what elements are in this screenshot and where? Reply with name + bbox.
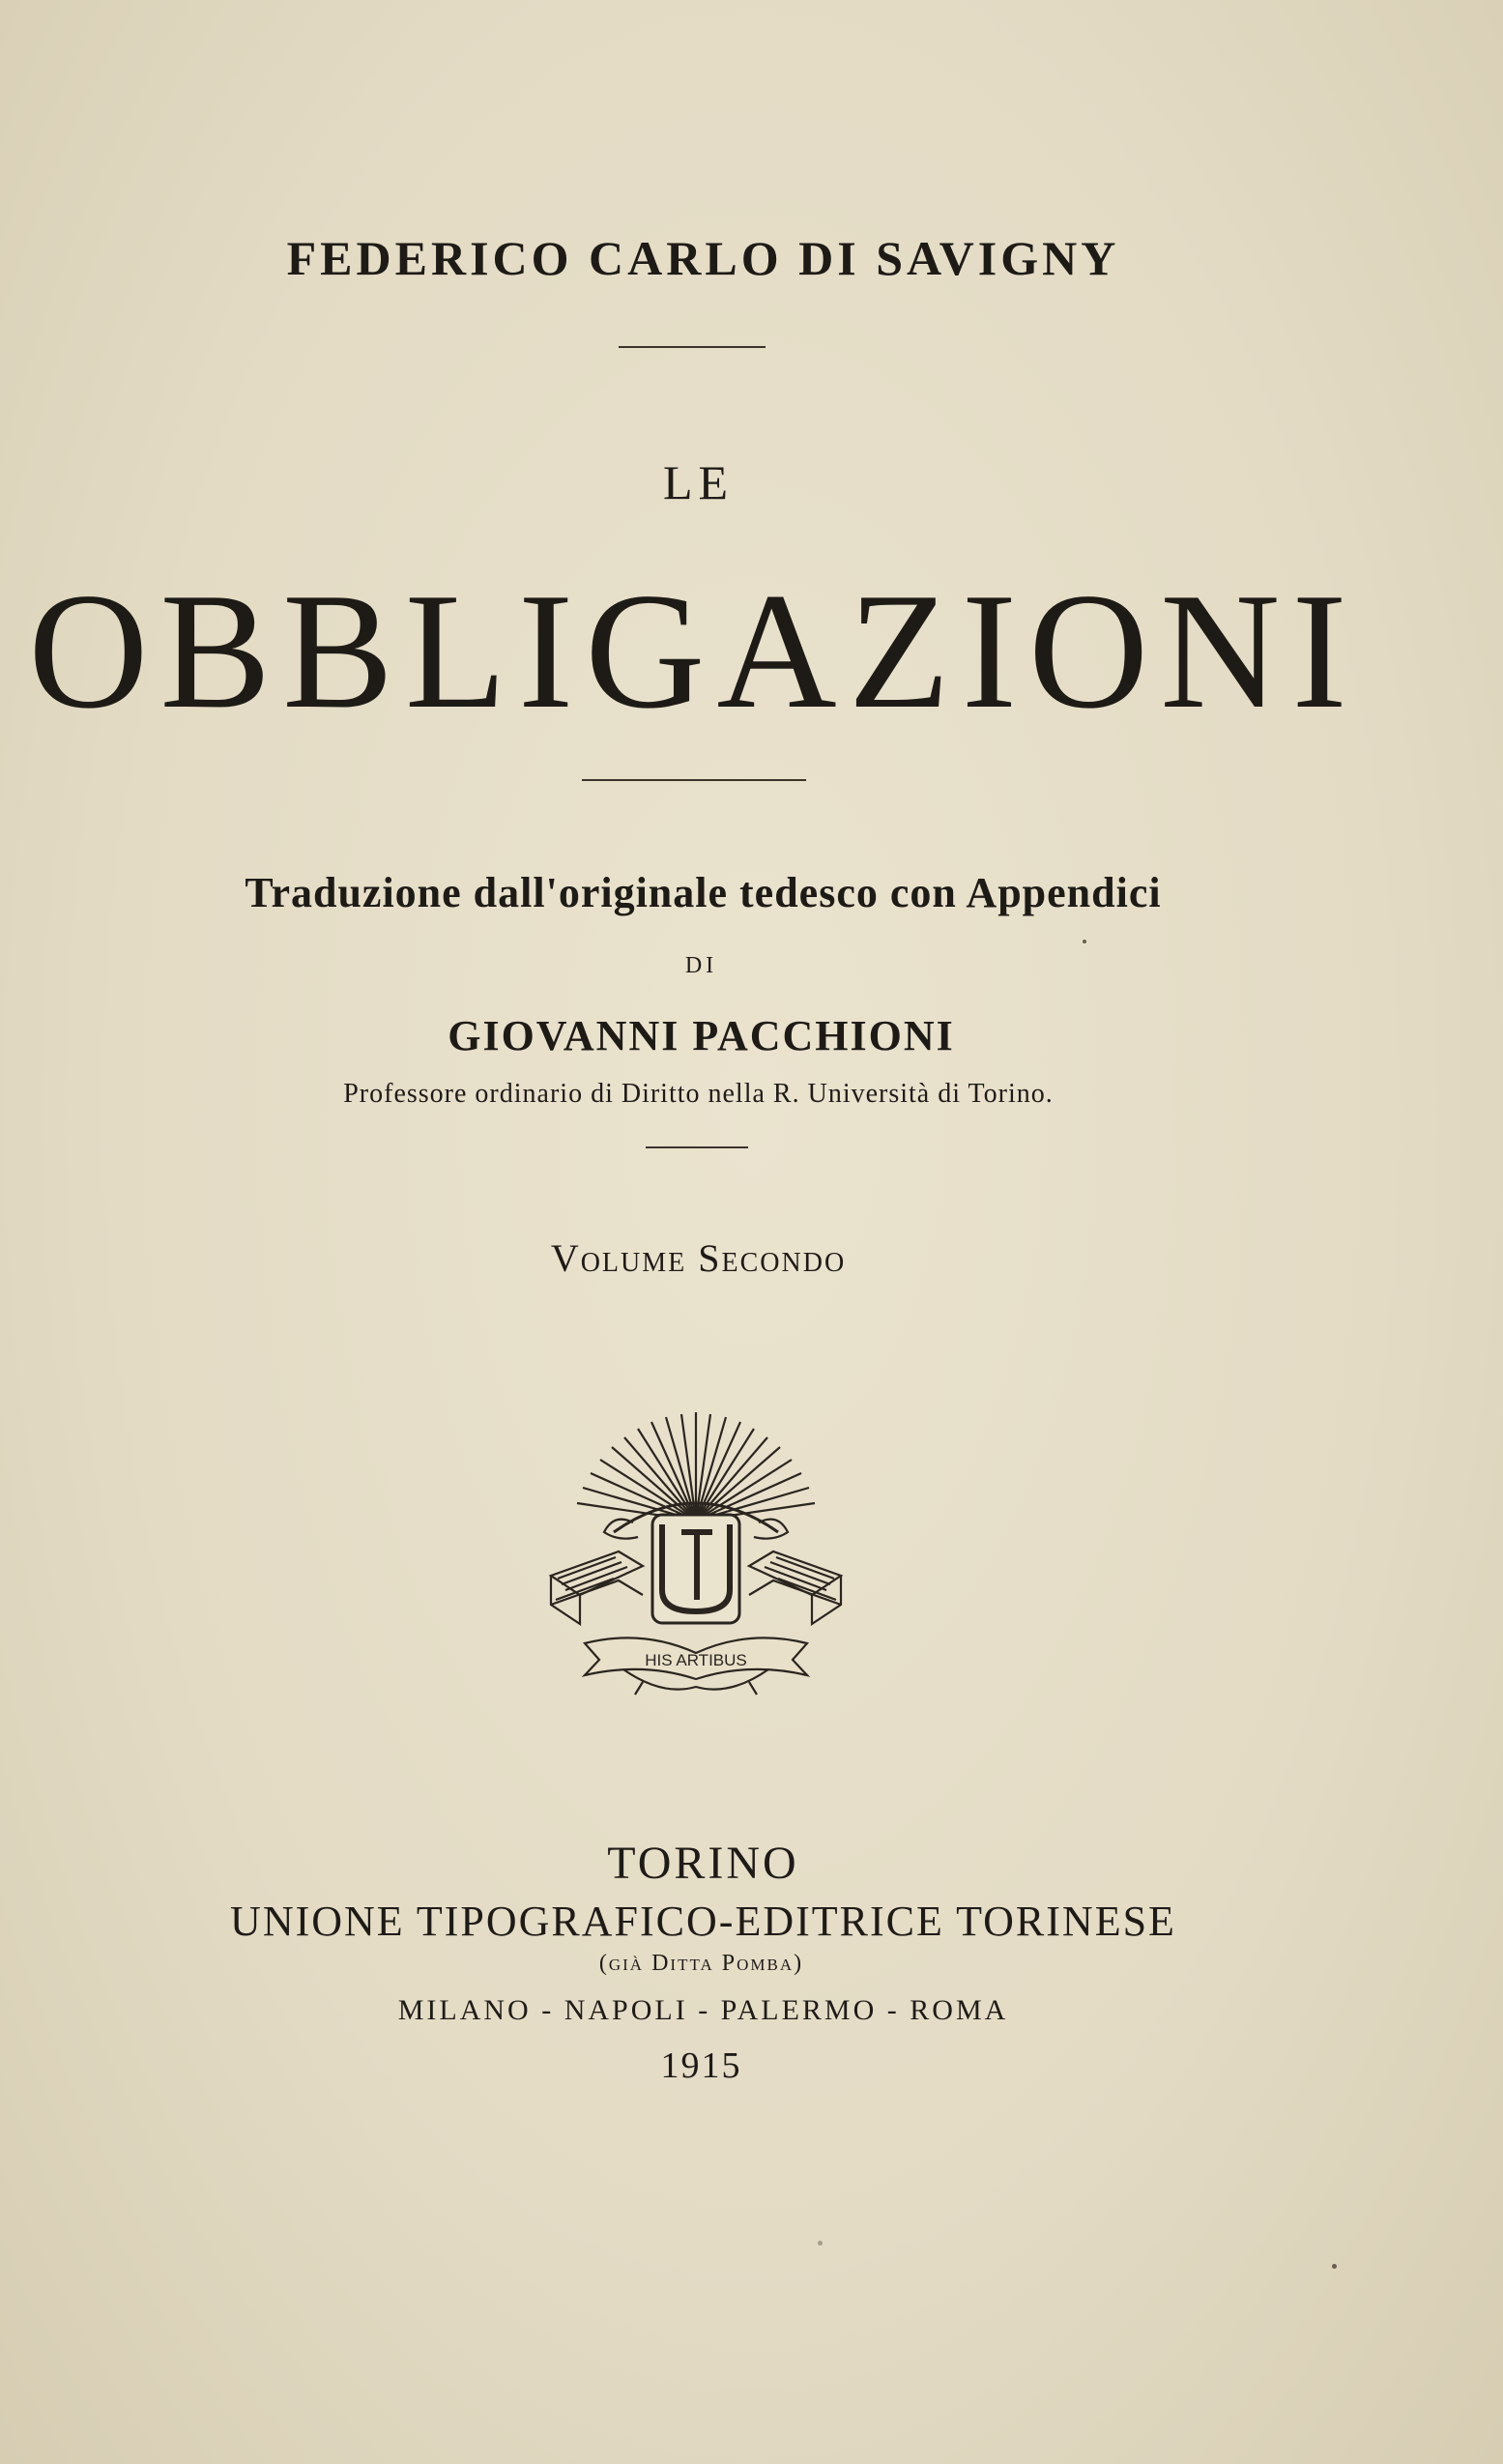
- branch-cities: MILANO - NAPOLI - PALERMO - ROMA: [397, 1994, 1009, 2026]
- volume-label: Volume Secondo: [550, 1236, 847, 1280]
- open-book-icon: [551, 1551, 643, 1624]
- open-book-icon: [749, 1551, 841, 1624]
- author-name: FEDERICO CARLO DI SAVIGNY: [286, 231, 1120, 285]
- publication-year: 1915: [660, 2045, 742, 2086]
- paper-speck: [1083, 940, 1086, 943]
- paper-speck: [818, 2241, 823, 2246]
- subtitle: Traduzione dall'originale tedesco con Appendici: [245, 869, 1162, 916]
- title-article: LE: [662, 455, 735, 509]
- divider-rule: [619, 346, 766, 348]
- publisher-former-name: (già Ditta Pomba): [598, 1951, 804, 1976]
- publisher-name: UNIONE TIPOGRAFICO-EDITRICE TORINESE: [230, 1898, 1176, 1945]
- emblem-motto: HIS ARTIBUS: [645, 1651, 747, 1669]
- divider-rule: [582, 779, 806, 781]
- book-title: OBBLIGAZIONI: [28, 560, 1359, 743]
- by-label: DI: [684, 953, 718, 978]
- translator-name: GIOVANNI PACCHIONI: [448, 1012, 955, 1059]
- paper-speck: [1332, 2264, 1337, 2269]
- publisher-emblem-icon: [546, 1406, 846, 1696]
- imprint-city: TORINO: [607, 1838, 799, 1889]
- translator-affiliation: Professore ordinario di Diritto nella R. Università di Torino.: [343, 1079, 1054, 1109]
- divider-rule: [646, 1146, 748, 1148]
